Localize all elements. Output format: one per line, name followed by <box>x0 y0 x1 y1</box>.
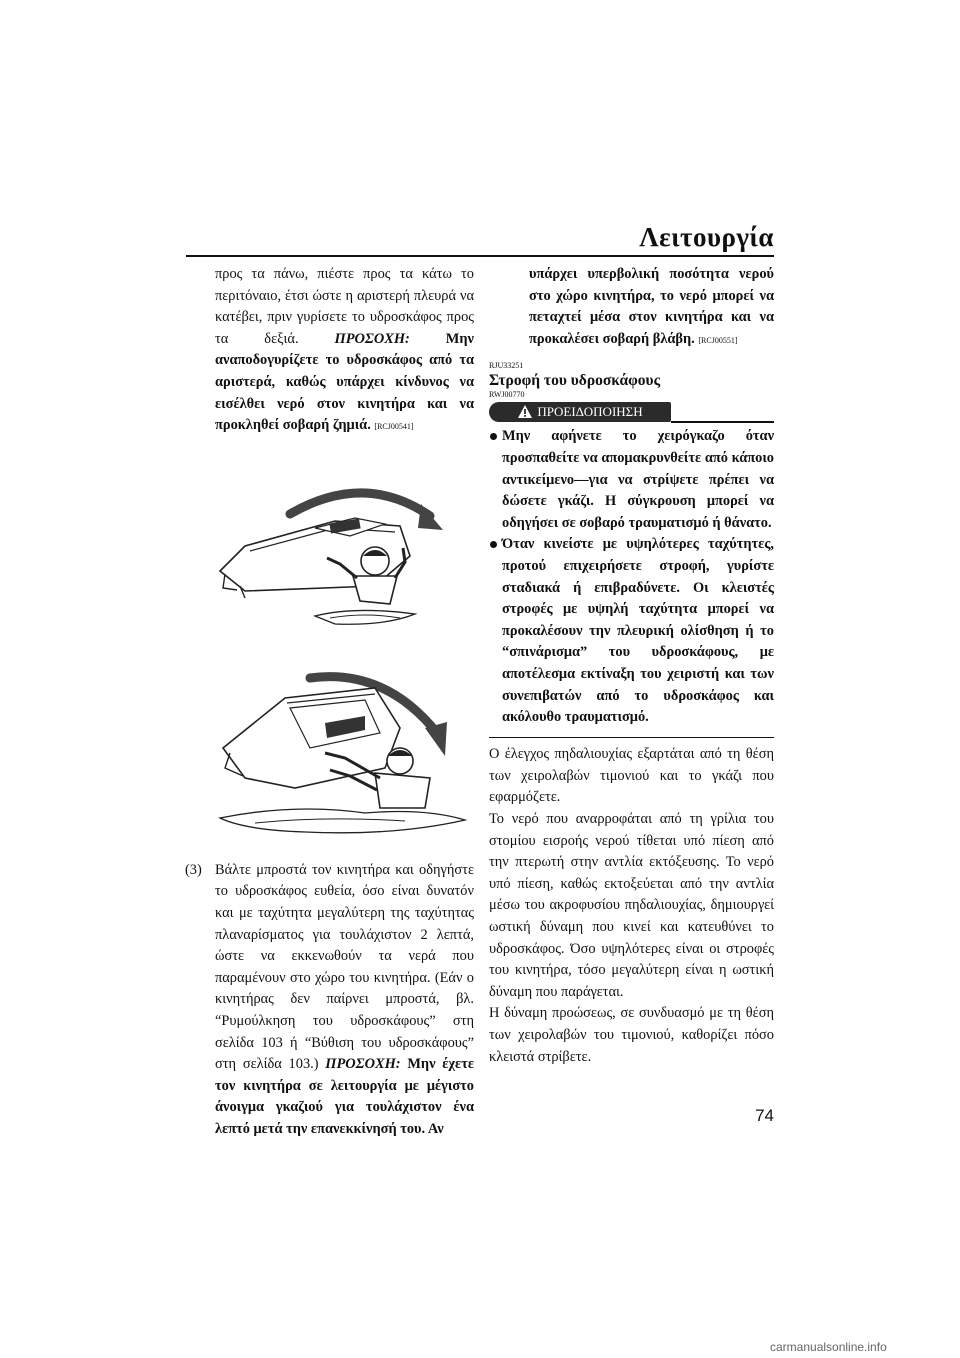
step-3-paragraph <box>215 860 474 1141</box>
step-caution-text: Μην έχετε τον κινητήρα σε λειτουργία με μέγιστο άνοιγμα γκαζιού για τουλάχιστον ένα λεπτό μετά την επανεκκίνησή του. Αν <box>215 1056 474 1137</box>
step-3-text: Βάλτε μπροστά τον κινητήρα και οδηγήστε το υδροσκάφος ευθεία, όσο είναι δυνατόν και με ταχύτητα μεγαλύτερη της ταχύτητας πλαναρίσματος για τουλάχιστον 2 λεπτά, ώστε να εκκενωθούν τα νερά που παραμένουν στο χώρο του κινητήρα. (Εάν ο κινητήρας δεν παίρνει μπροστά, βλ. “Ρυμούλκηση του υδροσκάφους” στη σελίδα 103 ή “Βύθιση του υδροσκάφους” στη σελίδα 103.) <box>215 861 474 1073</box>
warning-badge <box>489 402 671 422</box>
warning-header-rule <box>671 421 774 422</box>
intro-text: προς τα πάνω, πιέστε προς τα κάτω το περιτόναιο, έτσι ώστε η αριστερή πλευρά να κατέβει, πριν γυρίσετε το υδροσκάφος προς τα δεξιά. <box>215 266 474 347</box>
caution-code: [RCJ00541] <box>374 422 414 432</box>
warning-triangle-icon <box>517 404 533 419</box>
figure-1-drawing <box>215 466 474 636</box>
body-paragraph: Ο έλεγχος πηδαλιουχίας εξαρτάται από τη θέση των χειρολαβών τιμονιού και το γκάζι που εφαρμόζετε. <box>489 746 774 806</box>
caution-text: Μην αναποδογυρίζετε το υδροσκάφος από τα αριστερά, καθώς υπάρχει κίνδυνος να εισέλθει νερό στον κινητήρα και να προκληθεί σοβαρή ζημιά. <box>215 330 474 434</box>
bullet-icon <box>490 541 497 548</box>
warning-header <box>489 402 774 424</box>
figure-2-drawing <box>215 658 474 846</box>
watermark: carmanualsonline.info <box>770 1340 887 1354</box>
section-code: RJU33251 <box>489 361 524 371</box>
list-item <box>489 426 774 534</box>
body-paragraph: Το νερό που αναρροφάται από τη γρίλια του στομίου εισροής νερού τίθεται υπό πίεση από την πτερωτή στην αντλία εκτόξευσης. Το νερό υπό πίεση, καθώς εκτοξεύεται από την αντλία μέσω του ακροφυσίου πηδαλιουχίας, δημιουργεί ωστική δύναμη που κινεί και κατευθύνει το υδροσκάφος. Όσο υψηλότερες είναι οι στροφές του κινητήρα, τόσο μεγαλύτερη είναι η ωστική δύναμη που παράγεται. <box>489 810 774 1000</box>
caution-label: ΠΡΟΣΟΧΗ: <box>334 330 410 347</box>
continued-caution-text: υπάρχει υπερβολική ποσότητα νερού στο χώρο κινητήρα, το νερό μπορεί να πεταχτεί μέσα στον κινητήρα και να προκαλέσει σοβαρή βλάβη. <box>529 266 774 347</box>
page-title: Λειτουργία <box>639 222 774 252</box>
step-number: (3) <box>185 861 202 878</box>
step-3 <box>185 860 474 1141</box>
body-paragraph: Η δύναμη προώσεως, σε συνδυασμό με τη θέση των χειρολαβών του τιμονιού, καθορίζει πόσο κλειστά στρίβετε. <box>489 1005 774 1065</box>
warning-item-text: Μην αφήνετε το χειρόγκαζο όταν προσπαθείτε να απομακρυνθείτε από κάποιο αντικείμενο—για να στρίψετε πρέπει να δώσετε γκάζι. Η σύγκρουση μπορεί να οδηγήσει σε σοβαρό τραυματισμό ή θάνατο. <box>502 428 774 531</box>
list-item <box>489 534 774 728</box>
header-rule <box>186 255 774 257</box>
warning-list <box>489 426 774 728</box>
warning-label: ΠΡΟΕΙΔΟΠΟΙΗΣΗ <box>537 404 643 420</box>
section-title: Στροφή του υδροσκάφους <box>489 372 661 390</box>
pushing-craft-upright-illustration <box>215 658 474 846</box>
warning-code: RWJ00770 <box>489 390 525 400</box>
righting-capsized-craft-illustration <box>215 466 474 636</box>
continued-caution-paragraph <box>489 264 774 351</box>
page-number: 74 <box>755 1106 774 1125</box>
continued-caution-code: [RCJ00551] <box>698 335 738 345</box>
bullet-icon <box>490 433 497 440</box>
left-column <box>185 264 474 1140</box>
step-caution-label: ΠΡΟΣΟΧΗ: <box>325 1056 401 1073</box>
right-column <box>489 264 774 1068</box>
warning-end-rule <box>489 737 774 739</box>
intro-paragraph <box>215 264 474 438</box>
warning-item-text: Όταν κινείστε με υψηλότερες ταχύτητες, προτού επιχειρήσετε στροφή, γυρίστε σταδιακά ή επιβραδύνετε. Οι κλειστές στροφές με υψηλή ταχύτητα μπορεί να προκαλέσουν την πλευρική ολίσθηση ή το “σπινάρισμα” του υδροσκάφους, με αποτέλεσμα εκτίναξη του χειριστή και των συνεπιβατών από το υδροσκάφος και ακόλουθο τραυματισμό. <box>502 536 774 726</box>
